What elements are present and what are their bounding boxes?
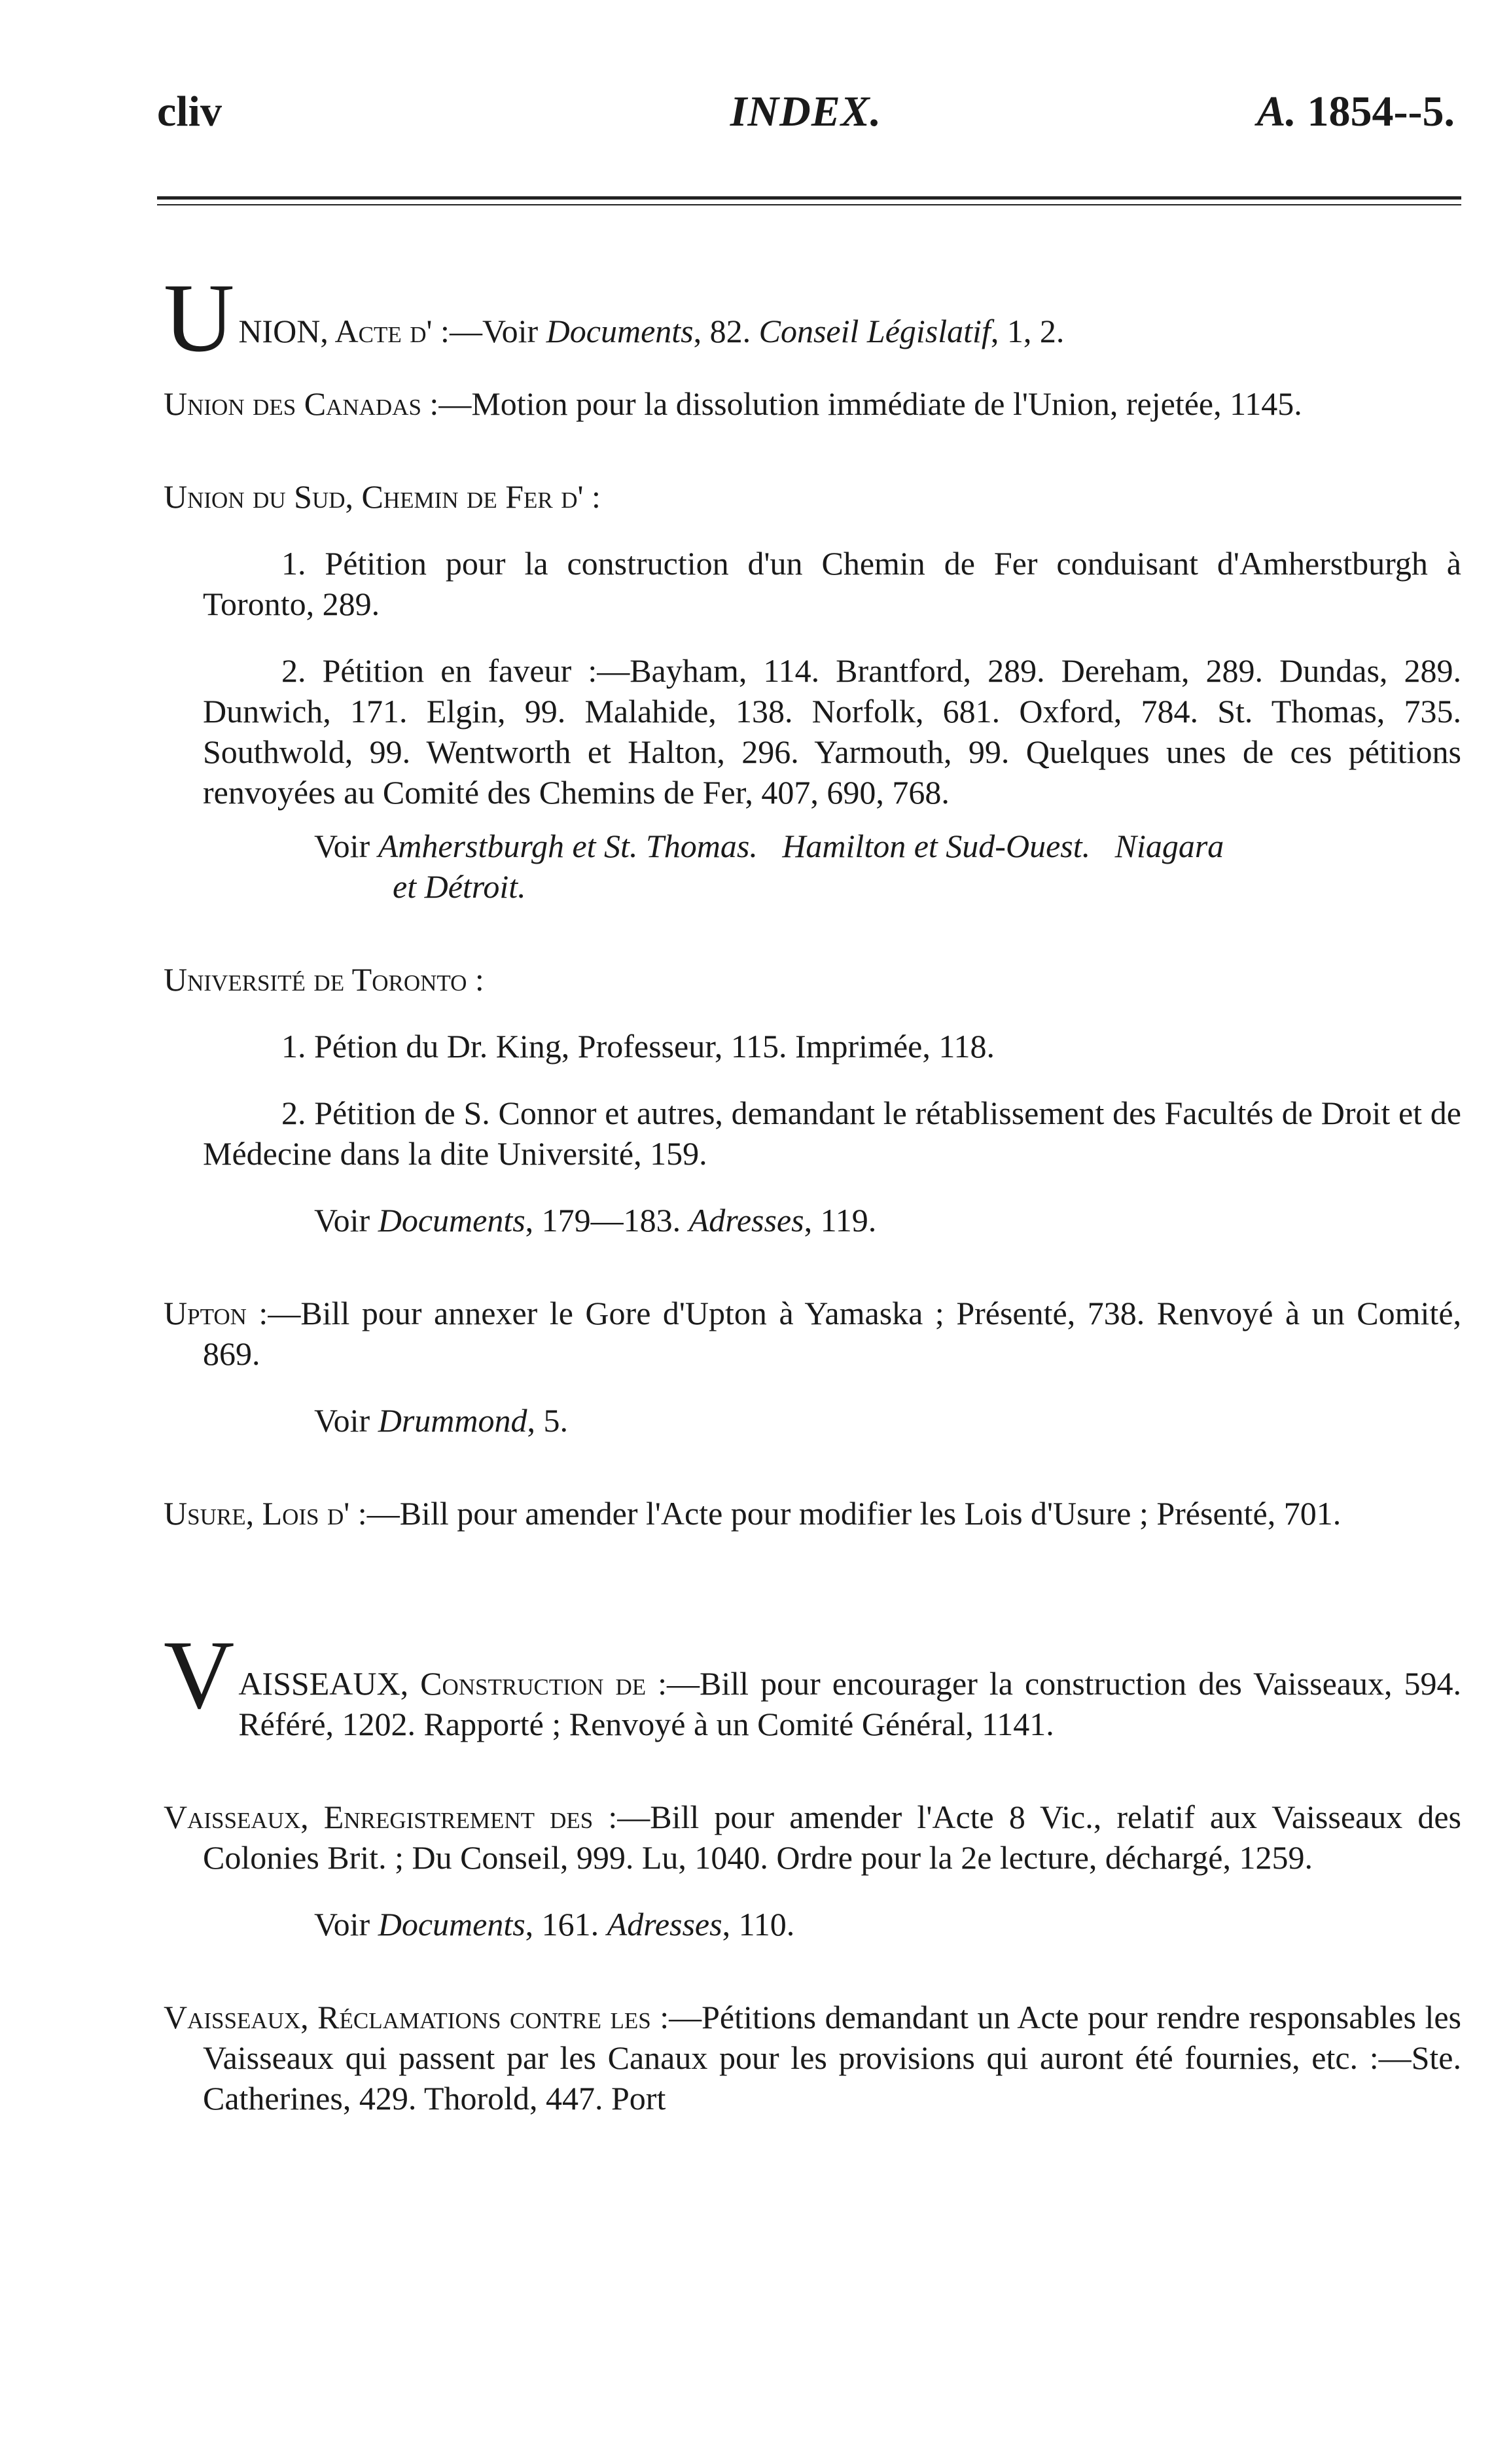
year-range	[1256, 88, 1455, 135]
year-value: 1854--5.	[1307, 88, 1455, 135]
sub-item: 1. Pétion du Dr. King, Professeur, 115. Imprimée, 118.	[281, 1028, 995, 1065]
entry-universite-toronto	[164, 959, 1461, 1000]
see-also	[164, 1904, 1461, 1945]
header-rule-thin	[157, 204, 1461, 205]
entry-text: , 110.	[722, 1906, 795, 1943]
entry-text: , 119.	[804, 1202, 877, 1239]
running-header	[157, 88, 1455, 144]
entry-text: , 1, 2.	[990, 313, 1065, 349]
sub-item: 1. Pétition pour la construction d'un Chemin de Fer conduisant d'Amherstburgh à Toronto, 289.	[203, 545, 1461, 622]
entry-heading: Vaisseaux, Enregistrement des :	[164, 1799, 618, 1835]
index-content	[164, 262, 1461, 2119]
entry-heading: Université de Toronto :	[164, 961, 484, 998]
entry-text: , 179—183.	[525, 1202, 689, 1239]
cross-ref: Niagara	[1114, 828, 1224, 864]
entry-text: —Bill pour amender l'Acte pour modifier les Lois d'Usure ; Présenté, 701.	[366, 1495, 1342, 1532]
entry-text: —Motion pour la dissolution immédiate de l'Union, rejetée, 1145.	[438, 385, 1302, 422]
year-prefix: A.	[1256, 88, 1297, 135]
sub-item: 2. Pétition de S. Connor et autres, demandant le rétablissement des Facultés de Droit et de Médecine dans la dite Université, 159.	[203, 1095, 1461, 1172]
cross-ref: Documents	[378, 1906, 525, 1943]
drop-cap-v: V	[164, 1621, 235, 1729]
cross-ref: Amherstburgh et St. Thomas.	[378, 828, 758, 864]
entry-text: —Bill pour encourager la construction des Vaisseaux, 594. Référé, 1202. Rapporté ; Renvoyé à un Comité Général, 1141.	[238, 1665, 1461, 1742]
entry-text: , 82.	[693, 313, 759, 349]
entry-heading: AISSEAUX, Construction de :	[238, 1665, 667, 1702]
see-label: Voir	[314, 1402, 378, 1439]
cross-ref: Drummond	[378, 1402, 527, 1439]
cross-ref: Documents	[378, 1202, 525, 1239]
header-rule-thick	[157, 196, 1461, 200]
see-label: Voir	[314, 828, 378, 864]
page-number: cliv	[157, 88, 222, 135]
entry-text: , 161.	[525, 1906, 607, 1943]
see-also	[164, 826, 1461, 907]
entry-vaisseaux-enregistrement	[164, 1797, 1461, 1878]
entry-text: —Bill pour annexer le Gore d'Upton à Yamaska ; Présenté, 738. Renvoyé à un Comité, 869.	[203, 1295, 1462, 1372]
entry-usure	[164, 1493, 1461, 1534]
entry-heading: Upton :	[164, 1295, 268, 1331]
see-label: Voir	[314, 1906, 378, 1943]
entry-text: , 5.	[527, 1402, 569, 1439]
sub-item: 2. Pétition en faveur :—Bayham, 114. Brantford, 289. Dereham, 289. Dundas, 289. Dunwich, 171. Elgin, 99. Malahide, 138. Norfolk, 681. Oxford, 784. St. Thomas, 735. Southwold, 99. Wentworth et Halton, 296. Yarmouth, 99. Quelques unes de ces pétitions renvoyées au Comité des Chemins de Fer, 407, 690, 768.	[203, 652, 1461, 811]
cross-ref: et Détroit.	[393, 868, 526, 905]
see-label: Voir	[314, 1202, 378, 1239]
entry-heading: Vaisseaux, Réclamations contre les :	[164, 1999, 669, 2035]
entry-heading: Union du Sud, Chemin de Fer d' :	[164, 478, 601, 515]
entry-union-sud	[164, 476, 1461, 517]
entry-text: —Voir	[449, 313, 546, 349]
see-also	[164, 1400, 1461, 1441]
cross-ref: Adresses	[607, 1906, 722, 1943]
drop-cap-u: U	[164, 264, 235, 372]
cross-ref: Documents	[546, 313, 694, 349]
page-title: INDEX.	[730, 88, 882, 135]
entry-union-acte	[164, 262, 1461, 372]
cross-ref: Adresses	[688, 1202, 804, 1239]
entry-union-canadas	[164, 383, 1461, 424]
entry-heading: Usure, Lois d' :	[164, 1495, 367, 1532]
entry-heading: Union des Canadas :	[164, 385, 439, 422]
entry-upton	[164, 1293, 1461, 1374]
see-also	[164, 1200, 1461, 1241]
cross-ref: Conseil Législatif	[758, 313, 991, 349]
entry-vaisseaux-reclamations	[164, 1997, 1461, 2119]
entry-text: —Bill pour amender l'Acte 8 Vic., relatif aux Vaisseaux des Colonies Brit. ; Du Conseil, 999. Lu, 1040. Ordre pour la 2e lecture, déchargé, 1259.	[203, 1799, 1461, 1876]
cross-ref: Hamilton et Sud-Ouest.	[782, 828, 1091, 864]
entry-vaisseaux-construction	[164, 1621, 1461, 1744]
entry-text: —Pétitions demandant un Acte pour rendre responsables les Vaisseaux qui passent par les Canaux pour les provisions qui auront été fournies, etc. :—Ste. Catherines, 429. Thorold, 447. Port	[203, 1999, 1462, 2117]
entry-heading: NION, Acte d' :	[238, 313, 450, 349]
